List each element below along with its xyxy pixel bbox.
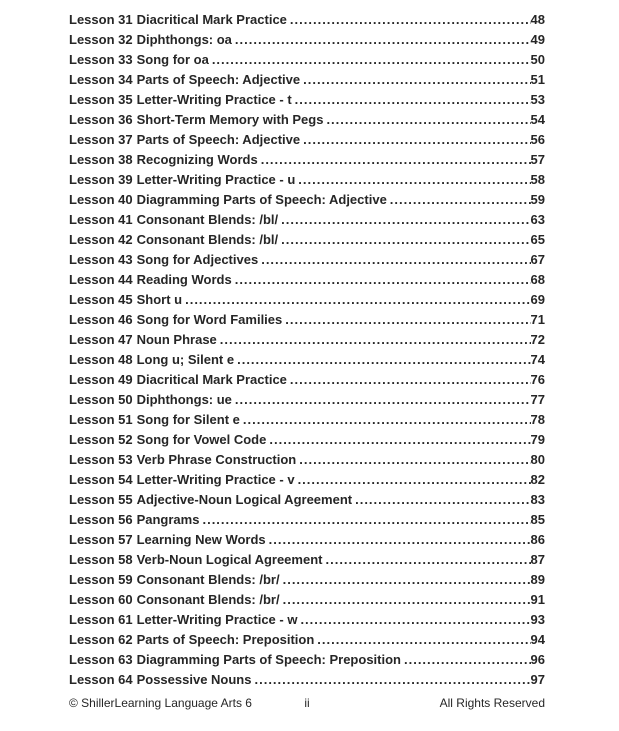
dot-leader [390,190,531,210]
page-number: 53 [530,92,545,107]
page-number: 89 [530,572,545,587]
footer-page-number: ii [304,696,310,710]
lesson-number: Lesson 58 [69,552,133,567]
lesson-number: Lesson 53 [69,452,133,467]
lesson-title: Parts of Speech: Adjective [136,132,301,147]
dot-leader [326,110,530,130]
lesson-number: Lesson 38 [69,152,133,167]
toc-entry [69,290,545,310]
dot-leader [303,70,530,90]
lesson-title: Song for Adjectives [136,252,259,267]
dot-leader [185,290,530,310]
toc-entry [69,310,545,330]
toc-entry [69,670,545,690]
dot-leader [290,370,531,390]
footer-rights: All Rights Reserved [439,696,545,710]
lesson-number: Lesson 40 [69,192,133,207]
page-number: 91 [530,592,545,607]
dot-leader [237,350,530,370]
page-number: 56 [530,132,545,147]
dot-leader [220,330,531,350]
lesson-title: Letter-Writing Practice - t [136,92,292,107]
lesson-number: Lesson 36 [69,112,133,127]
page-number: 85 [530,512,545,527]
lesson-number: Lesson 43 [69,252,133,267]
lesson-title: Diphthongs: ue [136,392,232,407]
lesson-number: Lesson 35 [69,92,133,107]
toc-entry [69,450,545,470]
dot-leader [404,650,531,670]
toc-entry [69,10,545,30]
lesson-title: Long u; Silent e [136,352,235,367]
lesson-title: Parts of Speech: Adjective [136,72,301,87]
page-number: 96 [530,652,545,667]
lesson-number: Lesson 63 [69,652,133,667]
lesson-number: Lesson 45 [69,292,133,307]
lesson-title: Consonant Blends: /br/ [136,592,280,607]
page-number: 57 [530,152,545,167]
page-number: 72 [530,332,545,347]
dot-leader [269,430,530,450]
toc-entry [69,370,545,390]
lesson-title: Verb-Noun Logical Agreement [136,552,323,567]
toc-entry [69,350,545,370]
lesson-title: Verb Phrase Construction [136,452,297,467]
dot-leader [295,90,531,110]
lesson-number: Lesson 46 [69,312,133,327]
lesson-number: Lesson 52 [69,432,133,447]
dot-leader [317,630,530,650]
dot-leader [283,590,531,610]
dot-leader [261,250,530,270]
page-number: 69 [530,292,545,307]
dot-leader [269,530,531,550]
dot-leader [261,150,531,170]
lesson-title: Song for Vowel Code [136,432,267,447]
toc-entry [69,250,545,270]
lesson-title: Parts of Speech: Preposition [136,632,315,647]
toc-entry [69,510,545,530]
page-number: 74 [530,352,545,367]
toc-entry [69,650,545,670]
toc-entry [69,30,545,50]
lesson-title: Consonant Blends: /bl/ [136,212,279,227]
toc-entry [69,270,545,290]
lesson-title: Letter-Writing Practice - w [136,612,298,627]
toc-entry [69,570,545,590]
dot-leader [202,510,530,530]
lesson-title: Short u [136,292,183,307]
footer-copyright: © ShillerLearning Language Arts 6 [69,696,252,710]
toc-entry [69,630,545,650]
toc-entry [69,550,545,570]
lesson-number: Lesson 33 [69,52,133,67]
dot-leader [235,30,531,50]
toc-entry [69,610,545,630]
lesson-title: Consonant Blends: /br/ [136,572,280,587]
dot-leader [243,410,531,430]
lesson-title: Diacritical Mark Practice [136,12,287,27]
page-number: 71 [530,312,545,327]
dot-leader [235,270,531,290]
page-number: 76 [530,372,545,387]
page-number: 82 [530,472,545,487]
toc-entry [69,130,545,150]
page-number: 50 [530,52,545,67]
dot-leader [298,470,531,490]
page-number: 87 [530,552,545,567]
page-number: 51 [530,72,545,87]
lesson-number: Lesson 37 [69,132,133,147]
lesson-title: Consonant Blends: /bl/ [136,232,279,247]
page-number: 93 [530,612,545,627]
toc-entry [69,50,545,70]
lesson-title: Noun Phrase [136,332,217,347]
lesson-title: Pangrams [136,512,200,527]
dot-leader [355,490,530,510]
dot-leader [325,550,530,570]
page-number: 63 [530,212,545,227]
lesson-number: Lesson 32 [69,32,133,47]
toc-entry [69,110,545,130]
toc-entry [69,70,545,90]
lesson-title: Diacritical Mark Practice [136,372,287,387]
lesson-number: Lesson 56 [69,512,133,527]
toc-entry [69,530,545,550]
page-number: 54 [530,112,545,127]
lesson-number: Lesson 41 [69,212,133,227]
toc-list [69,10,545,690]
lesson-title: Possessive Nouns [136,672,252,687]
toc-entry [69,390,545,410]
lesson-number: Lesson 31 [69,12,133,27]
lesson-title: Short-Term Memory with Pegs [136,112,324,127]
dot-leader [283,570,531,590]
page-footer [69,693,545,713]
page-number: 97 [530,672,545,687]
lesson-title: Diagramming Parts of Speech: Adjective [136,192,387,207]
page-number: 77 [530,392,545,407]
dot-leader [281,230,530,250]
toc-entry [69,590,545,610]
lesson-number: Lesson 57 [69,532,133,547]
toc-entry [69,470,545,490]
lesson-title: Diagramming Parts of Speech: Preposition [136,652,401,667]
page-number: 65 [530,232,545,247]
lesson-number: Lesson 51 [69,412,133,427]
lesson-number: Lesson 54 [69,472,133,487]
lesson-title: Recognizing Words [136,152,258,167]
toc-entry [69,490,545,510]
lesson-title: Adjective-Noun Logical Agreement [136,492,353,507]
dot-leader [212,50,531,70]
lesson-number: Lesson 34 [69,72,133,87]
toc-entry [69,170,545,190]
lesson-number: Lesson 49 [69,372,133,387]
page-number: 67 [530,252,545,267]
dot-leader [299,450,530,470]
lesson-title: Letter-Writing Practice - v [136,472,295,487]
dot-leader [303,130,530,150]
lesson-title: Diphthongs: oa [136,32,232,47]
toc-entry [69,230,545,250]
lesson-title: Song for Silent e [136,412,240,427]
page-number: 78 [530,412,545,427]
lesson-number: Lesson 42 [69,232,133,247]
page-number: 83 [530,492,545,507]
page-number: 68 [530,272,545,287]
page-number: 94 [530,632,545,647]
dot-leader [281,210,530,230]
toc-entry [69,90,545,110]
page-number: 79 [530,432,545,447]
toc-entry [69,330,545,350]
lesson-number: Lesson 59 [69,572,133,587]
dot-leader [300,610,530,630]
lesson-number: Lesson 62 [69,632,133,647]
page-number: 59 [530,192,545,207]
dot-leader [254,670,530,690]
lesson-title: Song for oa [136,52,209,67]
lesson-title: Learning New Words [136,532,266,547]
lesson-number: Lesson 55 [69,492,133,507]
toc-entry [69,410,545,430]
lesson-number: Lesson 44 [69,272,133,287]
dot-leader [290,10,531,30]
lesson-number: Lesson 61 [69,612,133,627]
toc-entry [69,430,545,450]
lesson-title: Song for Word Families [136,312,283,327]
lesson-number: Lesson 39 [69,172,133,187]
lesson-title: Letter-Writing Practice - u [136,172,296,187]
dot-leader [298,170,530,190]
toc-entry [69,210,545,230]
lesson-number: Lesson 48 [69,352,133,367]
lesson-number: Lesson 64 [69,672,133,687]
page-number: 86 [530,532,545,547]
lesson-number: Lesson 50 [69,392,133,407]
page-number: 80 [530,452,545,467]
lesson-title: Reading Words [136,272,232,287]
page-number: 48 [530,12,545,27]
dot-leader [235,390,531,410]
dot-leader [285,310,530,330]
lesson-number: Lesson 47 [69,332,133,347]
page-number: 58 [530,172,545,187]
toc-entry [69,150,545,170]
toc-entry [69,190,545,210]
lesson-number: Lesson 60 [69,592,133,607]
page-number: 49 [530,32,545,47]
